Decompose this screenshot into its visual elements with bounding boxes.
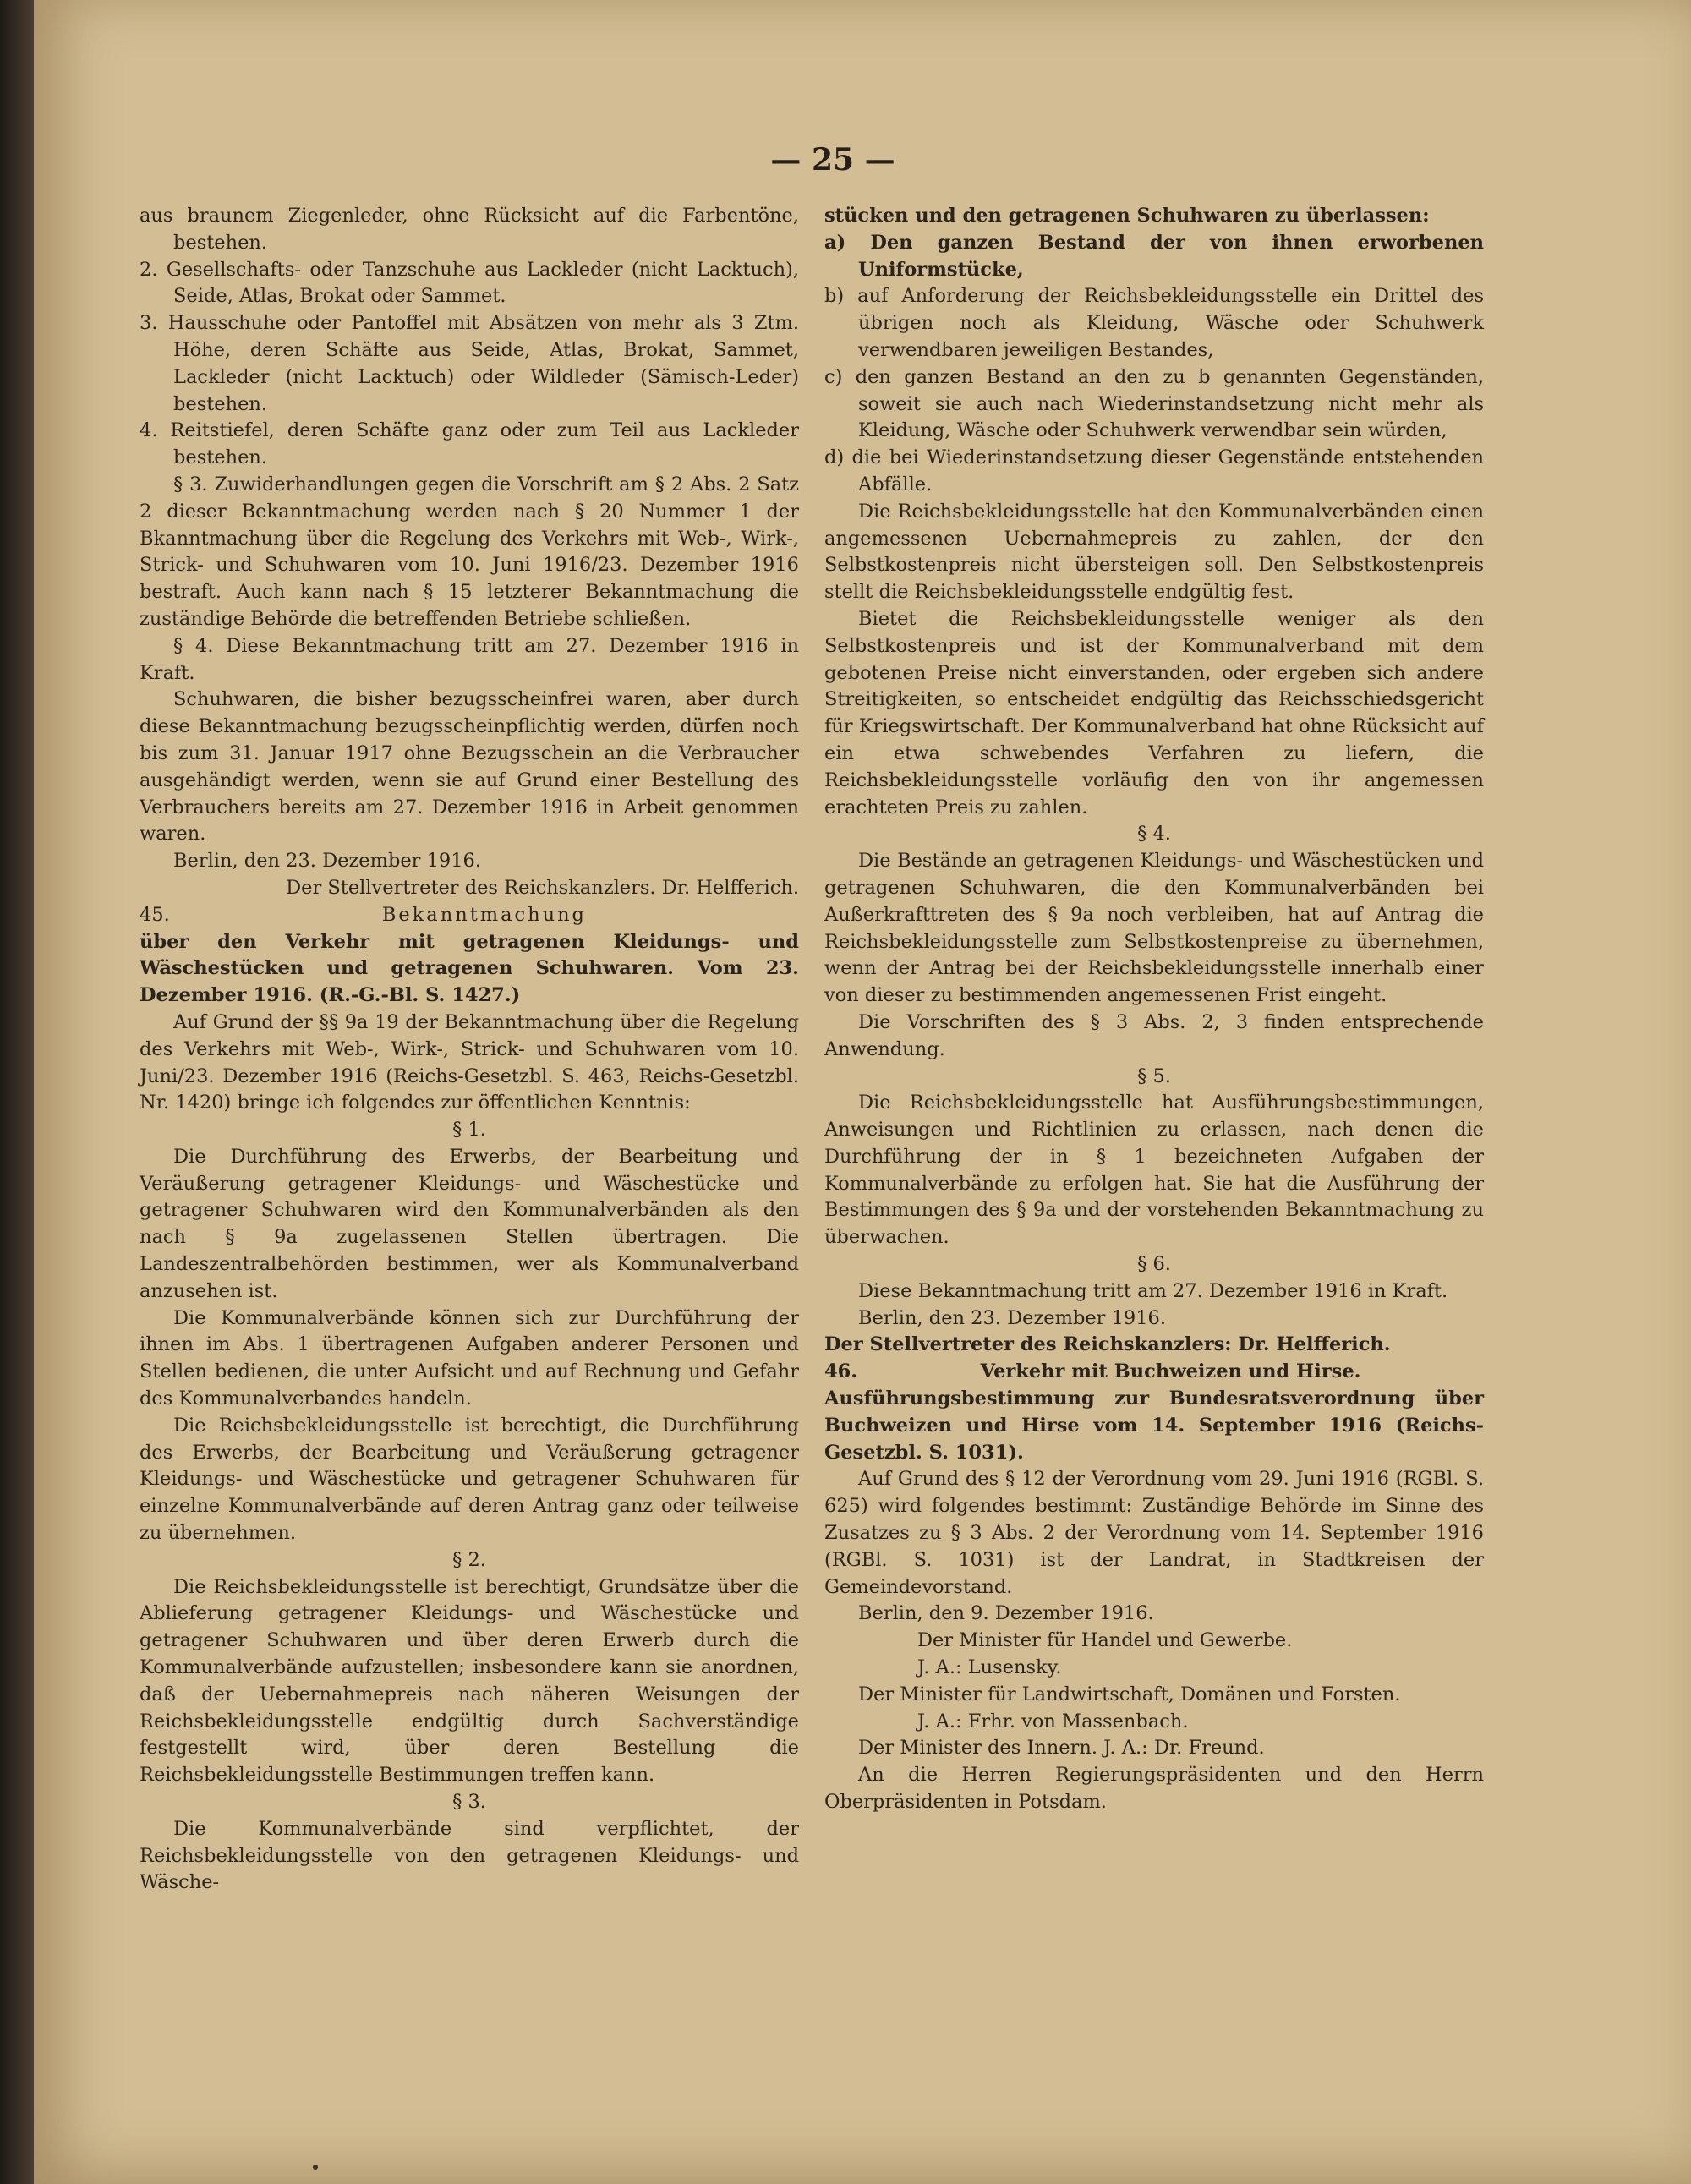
paragraph: An die Herren Regierungspräsidenten und den Herrn Oberpräsidenten in Potsdam.	[824, 1764, 1484, 1814]
notice-heading	[140, 902, 799, 929]
paragraph: Berlin, den 23. Dezember 1916.	[173, 850, 481, 873]
list-item: aus braunem Ziegenleder, ohne Rücksicht auf die Farbentöne, bestehen.	[140, 205, 799, 254]
paragraph: Der Minister für Landwirtschaft, Domänen und Forsten.	[858, 1683, 1401, 1705]
section-heading: § 6.	[1137, 1253, 1171, 1276]
paragraph: § 4. Diese Bekanntmachung tritt am 27. Dezember 1916 in Kraft.	[140, 634, 799, 684]
paragraph: Diese Bekanntmachung tritt am 27. Dezember 1916 in Kraft.	[858, 1279, 1448, 1302]
section-heading: § 3.	[452, 1791, 486, 1814]
section-heading: § 2.	[452, 1548, 486, 1571]
document-page	[34, 0, 1691, 2184]
paragraph: Berlin, den 23. Dezember 1916.	[858, 1306, 1166, 1329]
list-item: c) den ganzen Bestand an den zu b genannten Gegenständen, soweit sie auch nach Wiederinstandsetzung nicht mehr als Kleidung, Wäsche oder Schuhwerk verwendbar sein würden,	[824, 365, 1484, 442]
paragraph: Die Kommunalverbände können sich zur Durchführung der ihnen im Abs. 1 übertragenen Aufgaben anderer Personen und Stellen bedienen, die unter Aufsicht und auf Rechnung und Gefahr des Kommunalverbandes handeln.	[140, 1306, 799, 1410]
signature-line: J. A.: Lusensky.	[917, 1656, 1062, 1679]
paragraph: Berlin, den 9. Dezember 1916.	[858, 1602, 1154, 1625]
left-column	[140, 203, 799, 1897]
page-number: — 25 —	[770, 142, 895, 178]
signature-line: Der Stellvertreter des Reichskanzlers: Dr. Helfferich.	[824, 1333, 1391, 1356]
notice-heading	[824, 1359, 1484, 1386]
list-item: a) Den ganzen Bestand der von ihnen erworbenen Uniformstücke,	[824, 231, 1484, 281]
paragraph: Auf Grund des § 12 der Verordnung vom 29. Juni 1916 (RGBl. S. 625) wird folgendes bestimmt: Zuständige Behörde im Sinne des Zusatzes zu § 3 Abs. 2 der Verordnung vom 14. September 1916 (RGBl. S. 1031) ist der Landrat, in Stadtkreisen der Gemeindevorstand.	[824, 1468, 1484, 1598]
notice-subtitle: Ausführungsbestimmung zur Bundesratsverordnung über Buchweizen und Hirse vom 14. September 1916 (Reichs-Gesetzbl. S. 1031).	[824, 1388, 1484, 1464]
paragraph: Die Vorschriften des § 3 Abs. 2, 3 finden entsprechende Anwendung.	[824, 1010, 1484, 1060]
book-gutter	[0, 0, 34, 2184]
paragraph: Schuhwaren, die bisher bezugsscheinfrei waren, aber durch diese Bekanntmachung bezugsscheinpflichtig werden, dürfen noch bis zum 31. Januar 1917 ohne Bezugsschein an die Verbraucher ausgehändigt werden, wenn sie auf Grund einer Bestellung des Verbrauchers bereits am 27. Dezember 1916 in Arbeit genommen waren.	[140, 688, 799, 846]
right-column	[824, 203, 1484, 1816]
paragraph: Auf Grund der §§ 9a 19 der Bekanntmachung über die Regelung des Verkehrs mit Web-, Wirk-, Strick- und Schuhwaren vom 10. Juni/23. Dezember 1916 (Reichs-Gesetzbl. S. 463, Reichs-Gesetzbl. Nr. 1420) bringe ich folgendes zur öffentlichen Kenntnis:	[140, 1010, 799, 1114]
paragraph: Die Durchführung des Erwerbs, der Bearbeitung und Veräußerung getragener Kleidungs- und Wäschestücke und getragener Schuhwaren wird den Kommunalverbänden als den nach § 9a zugelassenen Stellen übertragen. Die Landeszentralbehörden bestimmen, wer als Kommunalverband anzusehen ist.	[140, 1145, 799, 1302]
paragraph: § 3. Zuwiderhandlungen gegen die Vorschrift am § 2 Abs. 2 Satz 2 dieser Bekanntmachung werden nach § 20 Nummer 1 der Bkanntmachung über die Regelung des Verkehrs mit Web-, Wirk-, Strick- und Schuhwaren vom 10. Juni 1916/23. Dezember 1916 bestraft. Auch kann nach § 15 letzterer Bekanntmachung die zuständige Behörde die betreffenden Betriebe schließen.	[140, 473, 799, 630]
signature-line: Der Stellvertreter des Reichskanzlers. Dr. Helfferich.	[286, 876, 799, 899]
signature-line: J. A.: Frhr. von Massenbach.	[917, 1710, 1189, 1732]
paragraph: Die Reichsbekleidungsstelle hat den Kommunalverbänden einen angemessenen Uebernahmepreis zu zahlen, der den Selbstkostenpreis nicht übersteigen soll. Den Selbstkostenpreis stellt die Reichsbekleidungsstelle endgültig fest.	[824, 500, 1484, 604]
print-speck	[313, 2165, 318, 2170]
paragraph: Die Reichsbekleidungsstelle hat Ausführungsbestimmungen, Anweisungen und Richtlinien zu erlassen, nach denen die Durchführung der in § 1 bezeichneten Aufgaben der Kommunalverbände zu erfolgen hat. Sie hat die Ausführung der Bestimmungen des § 9a und der vorstehenden Bekanntmachung zu überwachen.	[824, 1092, 1484, 1249]
paragraph: Die Bestände an getragenen Kleidungs- und Wäschestücken und getragenen Schuhwaren, die den Kommunalverbänden bei Außerkrafttreten des § 9a noch verbleiben, hat auf Antrag die Reichsbekleidungsstelle zum Selbstkostenpreise zu übernehmen, wenn der Antrag bei der Reichsbekleidungsstelle innerhalb einer von dieser zu bestimmenden angemessenen Frist eingeht.	[824, 850, 1484, 1007]
list-item: d) die bei Wiederinstandsetzung dieser Gegenstände entstehenden Abfälle.	[824, 446, 1484, 495]
notice-number: 45.	[140, 903, 170, 926]
paragraph: Bietet die Reichsbekleidungsstelle weniger als den Selbstkostenpreis und ist der Kommunalverband mit dem gebotenen Preise nicht einverstanden, oder ergeben sich andere Streitigkeiten, so entscheidet endgültig das Reichsschiedsgericht für Kriegswirtschaft. Der Kommunalverband hat ohne Rücksicht auf ein etwa schwebendes Verfahren zu liefern, die Reichsbekleidungsstelle vorläufig den von ihr angemessen erachteten Preis zu zahlen.	[824, 607, 1484, 818]
notice-title: Bekanntmachung	[381, 903, 587, 926]
list-item: 3. Hausschuhe oder Pantoffel mit Absätzen von mehr als 3 Ztm. Höhe, deren Schäfte aus Seide, Atlas, Brokat, Sammet, Lackleder (nicht Lacktuch) oder Wildleder (Sämisch-Leder) bestehen.	[140, 312, 799, 415]
paragraph: Die Reichsbekleidungsstelle ist berechtigt, die Durchführung des Erwerbs, der Bearbeitung und Veräußerung getragener Kleidungs- und Wäschestücke und getragener Schuhwaren für einzelne Kommunalverbände auf deren Antrag ganz oder teilweise zu übernehmen.	[140, 1414, 799, 1545]
paragraph: Der Minister des Innern. J. A.: Dr. Freund.	[858, 1737, 1265, 1760]
signature-line: Der Minister für Handel und Gewerbe.	[917, 1629, 1293, 1652]
notice-subtitle: über den Verkehr mit getragenen Kleidungs- und Wäschestücken und getragenen Schuhwaren. Vom 23. Dezember 1916. (R.-G.-Bl. S. 1427.)	[140, 930, 799, 1007]
section-heading: § 5.	[1137, 1065, 1171, 1087]
list-item: 4. Reitstiefel, deren Schäfte ganz oder zum Teil aus Lackleder bestehen.	[140, 419, 799, 469]
section-heading: § 4.	[1137, 823, 1171, 846]
section-heading: § 1.	[452, 1119, 486, 1141]
notice-subtitle: stücken und den getragenen Schuhwaren zu überlassen:	[824, 205, 1430, 227]
paragraph: Die Reichsbekleidungsstelle ist berechtigt, Grundsätze über die Ablieferung getragener Kleidungs- und Wäschestücke und getragener Schuhwaren und über deren Erwerb durch die Kommunalverbände aufzustellen; insbesondere kann sie anordnen, daß der Uebernahmepreis nach näheren Weisungen der Reichsbekleidungsstelle endgültig durch Sachverständige festgestellt wird, über deren Bestellung die Reichsbekleidungsstelle Bestimmungen treffen kann.	[140, 1575, 799, 1787]
paragraph: Die Kommunalverbände sind verpflichtet, der Reichsbekleidungsstelle von den getragenen Kleidungs- und Wäsche-	[140, 1817, 799, 1894]
list-item: 2. Gesellschafts- oder Tanzschuhe aus Lackleder (nicht Lacktuch), Seide, Atlas, Brokat oder Sammet.	[140, 258, 799, 308]
list-item: b) auf Anforderung der Reichsbekleidungsstelle ein Drittel des übrigen noch als Kleidung, Wäsche oder Schuhwerk verwendbaren jeweiligen Bestandes,	[824, 285, 1484, 361]
notice-number: 46.	[824, 1360, 858, 1383]
notice-title: Verkehr mit Buchweizen und Hirse.	[980, 1360, 1361, 1383]
